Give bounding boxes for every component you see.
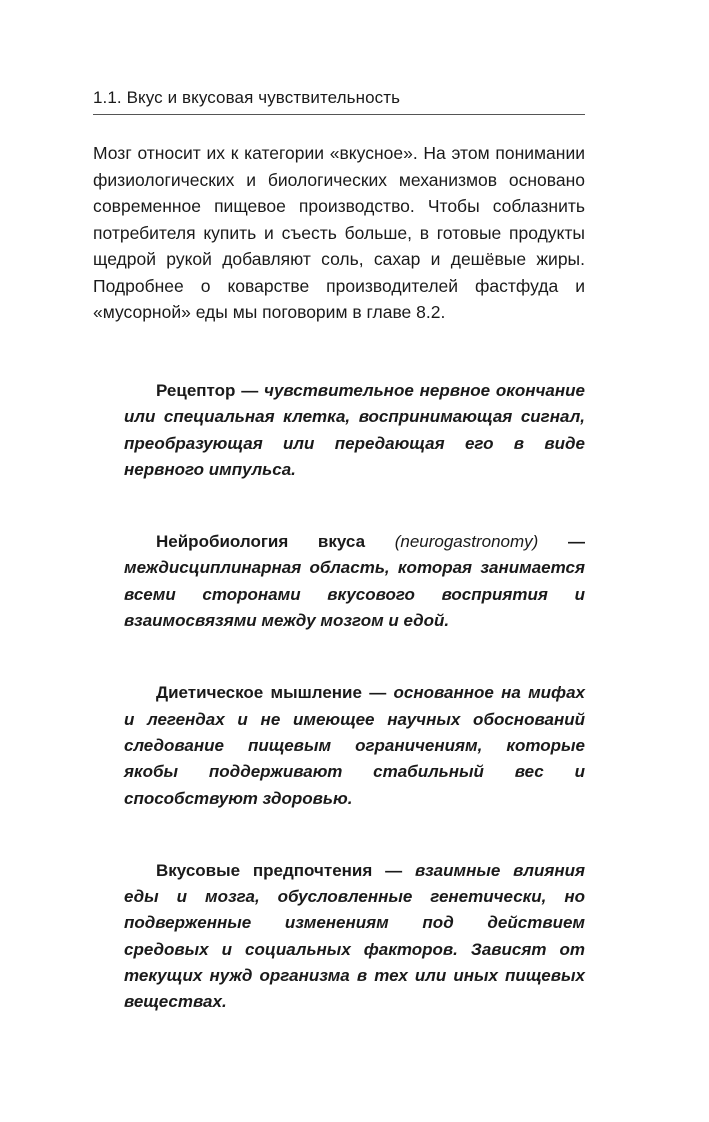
definition-text: взаимные влияния еды и мозга, обусловленные генетически, но подверженные изменениям под действием средовых и социальных факторов. Зависят от текущих нужд организма в тех или иных пищевых веществах. bbox=[124, 860, 586, 1012]
definition-text: чувствительное нервное окончание или специальная клетка, воспринимающая сигнал, преобразующая или передающая его в виде нервного импульса. bbox=[124, 381, 585, 479]
definition-dash: — bbox=[361, 683, 394, 703]
definition-receptor bbox=[124, 378, 585, 483]
definition-dash: — bbox=[372, 860, 415, 880]
definition-term: Вкусовые предпочтения bbox=[156, 860, 373, 880]
definitions-list bbox=[124, 378, 585, 1062]
body-paragraph: Мозг относит их к категории «вкусное». На этом понимании физиологических и биологических механизмов основано современное пищевое производство. Чтобы соблазнить потребителя купить и съесть больше, в готовые продукты щедрой рукой добавляют соль, сахар и дешёвые жиры. Подробнее о коварстве производителей фастфуда и «мусорной» еды мы поговорим в главе 8.2. bbox=[93, 143, 585, 322]
definition-term: Нейробиология вкуса bbox=[156, 532, 366, 552]
definition-term: Рецептор bbox=[156, 381, 236, 400]
header-rule bbox=[93, 114, 585, 115]
definition-taste-preferences bbox=[124, 858, 585, 1016]
definition-text: междисциплинарная область, которая занимается всеми сторонами вкусового восприятия и взаимосвязями между мозгом и едой. bbox=[124, 558, 585, 631]
definition-term: Диетическое мышление bbox=[156, 683, 362, 703]
definition-dash: — bbox=[235, 381, 265, 400]
definition-term-paren: (neurogastronomy) bbox=[365, 532, 539, 552]
definition-neurogastronomy bbox=[124, 529, 585, 634]
running-head: 1.1. Вкус и вкусовая чувствительность bbox=[93, 88, 401, 107]
definition-text: основанное на мифах и легендах и не имеющее научных обоснований следование пищевым ограничениям, которые якобы поддерживают стабильный вес и способствуют здоровью. bbox=[124, 683, 585, 808]
definition-diet-thinking bbox=[124, 680, 585, 811]
definition-dash: — bbox=[538, 532, 585, 552]
